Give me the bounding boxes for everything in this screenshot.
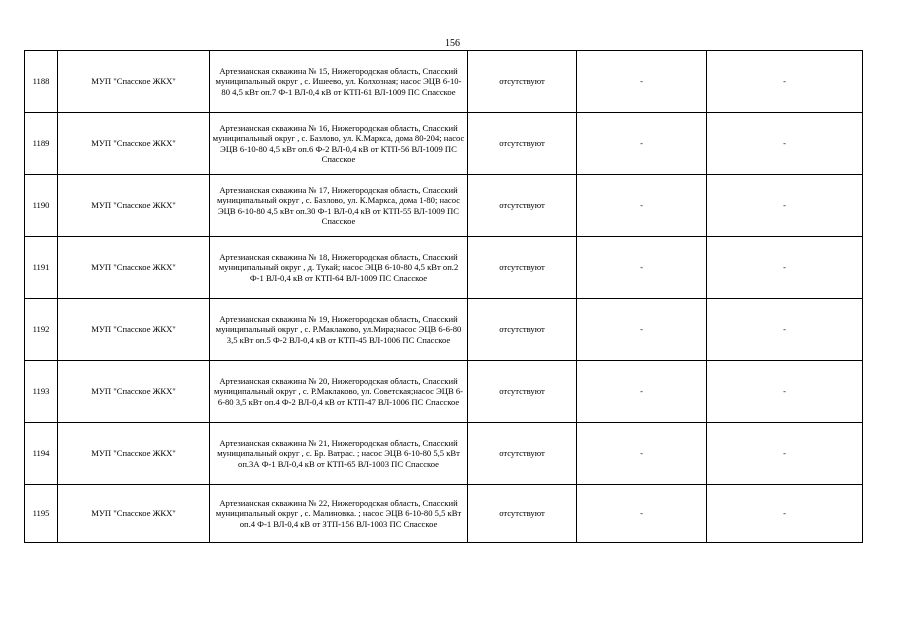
row-number: 1192 (25, 299, 58, 361)
object-description-cell: Артезианская скважина № 21, Нижегородская область, Спасский муниципальный округ , с. Бр. Ватрас. ; насос ЭЦВ 6-10-80 5,5 кВт оп.3А Ф-1 ВЛ-0,4 кВ от КТП-65 ВЛ-1003 ПС Спасское (210, 423, 468, 485)
table-row (25, 175, 863, 237)
status-cell: отсутствуют (468, 51, 577, 113)
object-description-cell: Артезианская скважина № 19, Нижегородская область, Спасский муниципальный округ , с. Р.Маклаково, ул.Мира;насос ЭЦВ 6-6-80 3,5 кВт оп.5 Ф-2 ВЛ-0,4 кВ от КТП-45 ВЛ-1006 ПС Спасское (210, 299, 468, 361)
row-number: 1194 (25, 423, 58, 485)
organization-cell: МУП "Спасское ЖКХ" (58, 175, 210, 237)
registry-table (24, 50, 863, 543)
organization-cell: МУП "Спасское ЖКХ" (58, 237, 210, 299)
row-number: 1189 (25, 113, 58, 175)
table-row (25, 299, 863, 361)
dash-cell: - (707, 51, 863, 113)
organization-cell: МУП "Спасское ЖКХ" (58, 361, 210, 423)
object-description-cell: Артезианская скважина № 20, Нижегородская область, Спасский муниципальный округ , с. Р.Маклаково, ул. Советская;насос ЭЦВ 6-6-80 3,5 кВт оп.4 Ф-2 ВЛ-0,4 кВ от КТП-47 ВЛ-1006 ПС Спасское (210, 361, 468, 423)
dash-cell: - (707, 423, 863, 485)
object-description-cell: Артезианская скважина № 18, Нижегородская область, Спасский муниципальный округ , д. Тукай; насос ЭЦВ 6-10-80 4,5 кВт оп.2 Ф-1 ВЛ-0,4 кВ от КТП-64 ВЛ-1009 ПС Спасское (210, 237, 468, 299)
status-cell: отсутствуют (468, 423, 577, 485)
dash-cell: - (707, 113, 863, 175)
status-cell: отсутствуют (468, 237, 577, 299)
organization-cell: МУП "Спасское ЖКХ" (58, 113, 210, 175)
object-description-cell: Артезианская скважина № 15, Нижегородская область, Спасский муниципальный округ , с. Ишеево, ул. Колхозная; насос ЭЦВ 6-10-80 4,5 кВт оп.7 Ф-1 ВЛ-0,4 кВ от КТП-61 ВЛ-1009 ПС Спасское (210, 51, 468, 113)
organization-cell: МУП "Спасское ЖКХ" (58, 299, 210, 361)
status-cell: отсутствуют (468, 361, 577, 423)
row-number: 1188 (25, 51, 58, 113)
dash-cell: - (577, 175, 707, 237)
status-cell: отсутствуют (468, 175, 577, 237)
organization-cell: МУП "Спасское ЖКХ" (58, 51, 210, 113)
status-cell: отсутствуют (468, 485, 577, 543)
object-description-cell: Артезианская скважина № 22, Нижегородская область, Спасский муниципальный округ , с. Малиновка. ; насос ЭЦВ 6-10-80 5,5 кВт оп.4 Ф-1 ВЛ-0,4 кВ от ЗТП-156 ВЛ-1003 ПС Спасское (210, 485, 468, 543)
table-row (25, 237, 863, 299)
dash-cell: - (577, 113, 707, 175)
row-number: 1195 (25, 485, 58, 543)
dash-cell: - (577, 237, 707, 299)
page-number: 156 (445, 38, 460, 49)
dash-cell: - (577, 485, 707, 543)
organization-cell: МУП "Спасское ЖКХ" (58, 423, 210, 485)
table-row (25, 361, 863, 423)
dash-cell: - (577, 51, 707, 113)
dash-cell: - (707, 361, 863, 423)
dash-cell: - (707, 299, 863, 361)
dash-cell: - (707, 485, 863, 543)
organization-cell: МУП "Спасское ЖКХ" (58, 485, 210, 543)
object-description-cell: Артезианская скважина № 17, Нижегородская область, Спасский муниципальный округ , с. Базлово, ул. К.Маркса, дома 1-80; насос ЭЦВ 6-10-80 4,5 кВт оп.30 Ф-1 ВЛ-0,4 кВ от КТП-55 ВЛ-1009 ПС Спасское (210, 175, 468, 237)
table-row (25, 423, 863, 485)
object-description-cell: Артезианская скважина № 16, Нижегородская область, Спасский муниципальный округ , с. Базлово, ул. К.Маркса, дома 80-204; насос ЭЦВ 6-10-80 4,5 кВт оп.6 Ф-2 ВЛ-0,4 кВ от КТП-56 ВЛ-1009 ПС Спасское (210, 113, 468, 175)
row-number: 1190 (25, 175, 58, 237)
table-row (25, 51, 863, 113)
table-row (25, 113, 863, 175)
dash-cell: - (707, 237, 863, 299)
dash-cell: - (577, 299, 707, 361)
dash-cell: - (577, 361, 707, 423)
status-cell: отсутствуют (468, 299, 577, 361)
status-cell: отсутствуют (468, 113, 577, 175)
table-row (25, 485, 863, 543)
dash-cell: - (577, 423, 707, 485)
row-number: 1193 (25, 361, 58, 423)
dash-cell: - (707, 175, 863, 237)
row-number: 1191 (25, 237, 58, 299)
